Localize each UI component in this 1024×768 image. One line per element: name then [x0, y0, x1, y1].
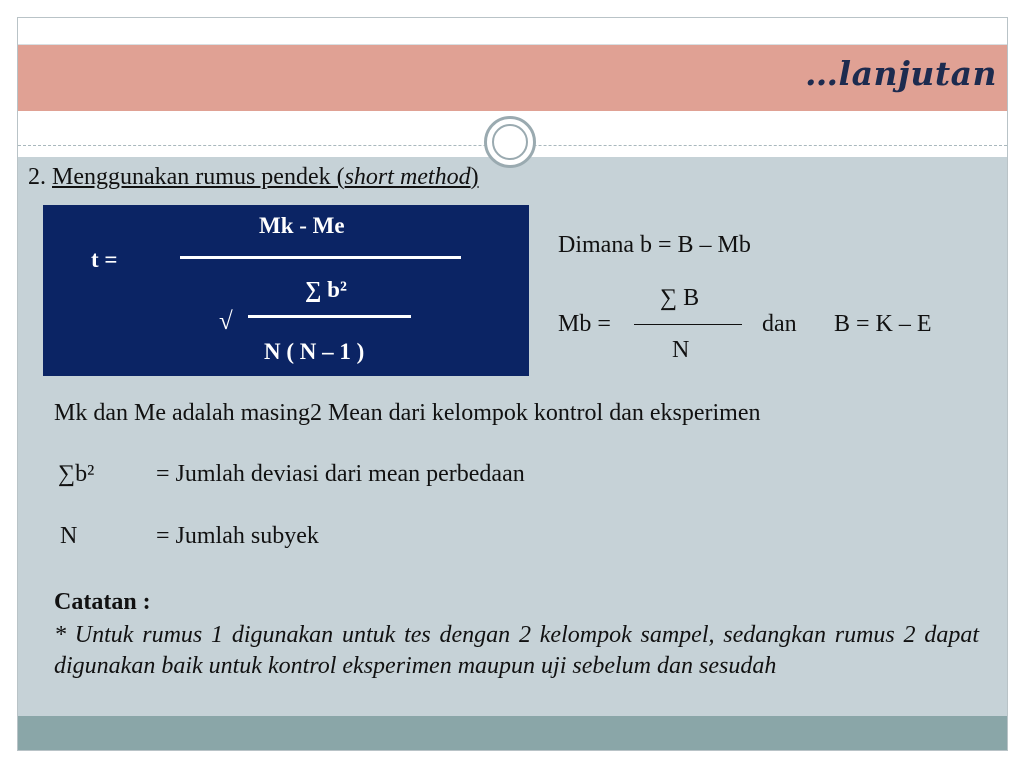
top-strip — [18, 18, 1007, 45]
b-equation: B = K – E — [834, 311, 932, 337]
sqrt-icon: √ — [219, 308, 233, 335]
formula-denominator: N ( N – 1 ) — [264, 339, 365, 364]
sum-b2-symbol: ∑b² — [58, 461, 95, 487]
n-description: = Jumlah subyek — [156, 523, 319, 549]
bottom-band — [18, 716, 1007, 750]
mk-me-note: Mk dan Me adalah masing2 Mean dari kelompok kontrol dan eksperimen — [54, 400, 761, 426]
main-fraction-bar — [180, 256, 461, 259]
mb-denominator: N — [672, 337, 690, 363]
heading-text — [52, 164, 479, 190]
heading-text-before: Menggunakan rumus pendek ( — [52, 164, 345, 190]
circle-ornament-icon — [484, 116, 536, 168]
heading-text-after: ) — [470, 164, 479, 190]
section-heading — [28, 164, 479, 191]
catatan-title: Catatan : — [54, 589, 151, 615]
inner-fraction-bar — [248, 315, 411, 318]
n-symbol: N — [60, 523, 78, 549]
formula-box — [43, 205, 529, 376]
heading-text-italic: short method — [344, 164, 471, 190]
catatan-body: * Untuk rumus 1 digunakan untuk tes dengan 2 kelompok sampel, sedangkan rumus 2 dapat digunakan baik untuk kontrol eksperimen maupun uji sebelum dan sesudah — [54, 622, 979, 679]
formula-numerator: Mk - Me — [259, 213, 345, 238]
mb-label: Mb = — [558, 311, 611, 337]
dan-text: dan — [762, 311, 797, 337]
dimana-text: Dimana b = B – Mb — [558, 232, 751, 258]
slide-title: …lanjutan — [805, 54, 997, 93]
sum-B-text: ∑ B — [660, 285, 700, 311]
mb-fraction-bar — [634, 324, 742, 325]
heading-number: 2. — [28, 164, 52, 190]
slide — [17, 17, 1008, 751]
formula-sum-b2: ∑ b² — [305, 277, 347, 302]
formula-lhs: t = — [91, 247, 118, 272]
sum-b2-description: = Jumlah deviasi dari mean perbedaan — [156, 461, 525, 487]
